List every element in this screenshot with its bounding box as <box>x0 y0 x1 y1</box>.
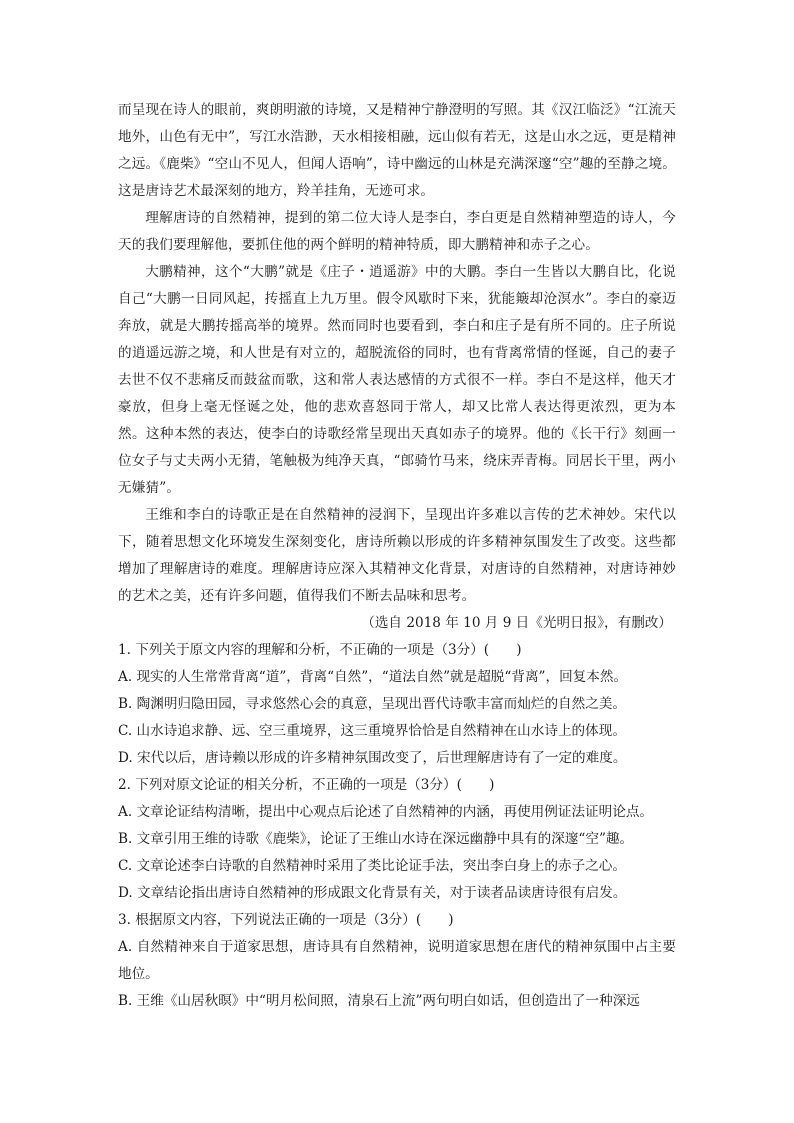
question-2 <box>118 772 676 907</box>
question-stem: 3. 根据原文内容，下列说法正确的一项是（3分）( ) <box>118 912 454 928</box>
question-option[interactable]: B. 文章引用王维的诗歌《鹿柴》，论证了王维山水诗在深远幽静中具有的深邃“空”趣。 <box>118 831 634 847</box>
passage-paragraph-2: 理解唐诗的自然精神，提到的第二位大诗人是李白，李白更是自然精神塑造的诗人，今天的我们要理解他，要抓住他的两个鲜明的精神特质，即大鹏精神和赤子之心。 <box>118 210 676 253</box>
question-option[interactable]: C. 文章论述李白诗歌的自然精神时采用了类比论证手法，突出李白身上的赤子之心。 <box>118 858 626 874</box>
question-option[interactable]: B. 陶渊明归隐田园，寻求悠然心会的真意，呈现出晋代诗歌丰富而灿烂的自然之美。 <box>118 696 627 712</box>
passage-paragraph-3: 大鹏精神，这个“大鹏”就是《庄子・逍遥游》中的大鹏。李白一生皆以大鹏自比，化说自己“大鹏一日同风起，抟摇直上九万里。假令风歇时下来，犹能簸却沧溟水”。李白的豪迈奔放，就是大鹏抟摇高举的境界。然而同时也要看到，李白和庄子是有所不同的。庄子所说的逍遥远游之境，和人世是有对立的，超脱流俗的同时，也有背离常情的怪诞，自己的妻子去世不仅不悲痛反而鼓盆而歌，这和常人表达感情的方式很不一样。李白不是这样，他天才豪放，但身上毫无怪诞之处，他的悲欢喜怒同于常人，却又比常人表达得更浓烈，更为本然。这种本然的表达，使李白的诗歌经常呈现出天真如赤子的境界。他的《长干行》刻画一位女子与丈夫两小无猜，笔触极为纯净天真，“郎骑竹马来，绕床弄青梅。同居长干里，两小无嫌猜”。 <box>118 264 676 496</box>
passage-source: （选自 2018 年 10 月 9 日《光明日报》，有删改） <box>361 615 672 631</box>
document-page <box>118 97 676 1015</box>
question-stem: 2. 下列对原文论证的相关分析，不正确的一项是（3分）( ) <box>118 777 495 793</box>
question-1 <box>118 637 676 772</box>
question-option[interactable]: A. 文章论证结构清晰，提出中心观点后论述了自然精神的内涵，再使用例证法证明论点。 <box>118 804 654 820</box>
question-option[interactable]: A. 自然精神来自于道家思想，唐诗具有自然精神，说明道家思想在唐代的精神氛围中占主要地位。 <box>118 939 676 982</box>
question-option[interactable]: D. 宋代以后，唐诗赖以形成的许多精神氛围改变了，后世理解唐诗有了一定的难度。 <box>118 750 627 766</box>
question-option[interactable]: A. 现实的人生常常背离“道”，背离“自然”，“道法自然”就是超脱“背离”，回复本然。 <box>118 669 628 685</box>
question-stem: 1. 下列关于原文内容的理解和分析，不正确的一项是（3分）( ) <box>118 642 522 658</box>
question-option[interactable]: B. 王维《山居秋暝》中“明月松间照，清泉石上流”两句明白如话，但创造出了一种深远 <box>118 993 640 1009</box>
question-option[interactable]: C. 山水诗追求静、远、空三重境界，这三重境界恰恰是自然精神在山水诗上的体现。 <box>118 723 626 739</box>
question-option[interactable]: D. 文章结论指出唐诗自然精神的形成跟文化背景有关，对于读者品读唐诗很有启发。 <box>118 885 627 901</box>
question-3 <box>118 907 676 1015</box>
passage-paragraph-1: 而呈现在诗人的眼前，爽朗明澈的诗境，又是精神宁静澄明的写照。其《汉江临泛》“江流天地外，山色有无中”，写江水浩渺，天水相接相融，远山似有若无，这是山水之远，更是精神之远。《鹿柴》“空山不见人，但闻人语响”，诗中幽远的山林是充满深邃“空”趣的至静之境。这是唐诗艺术最深刻的地方，羚羊挂角，无迹可求。 <box>118 102 676 199</box>
passage-paragraph-4: 王维和李白的诗歌正是在自然精神的浸润下，呈现出许多难以言传的艺术神妙。宋代以下，随着思想文化环境发生深刻变化，唐诗所赖以形成的许多精神氛围发生了改变。这些都增加了理解唐诗的难度。理解唐诗应深入其精神文化背景，对唐诗的自然精神，对唐诗神妙的艺术之美，还有许多问题，值得我们不断去品味和思考。 <box>118 507 676 604</box>
